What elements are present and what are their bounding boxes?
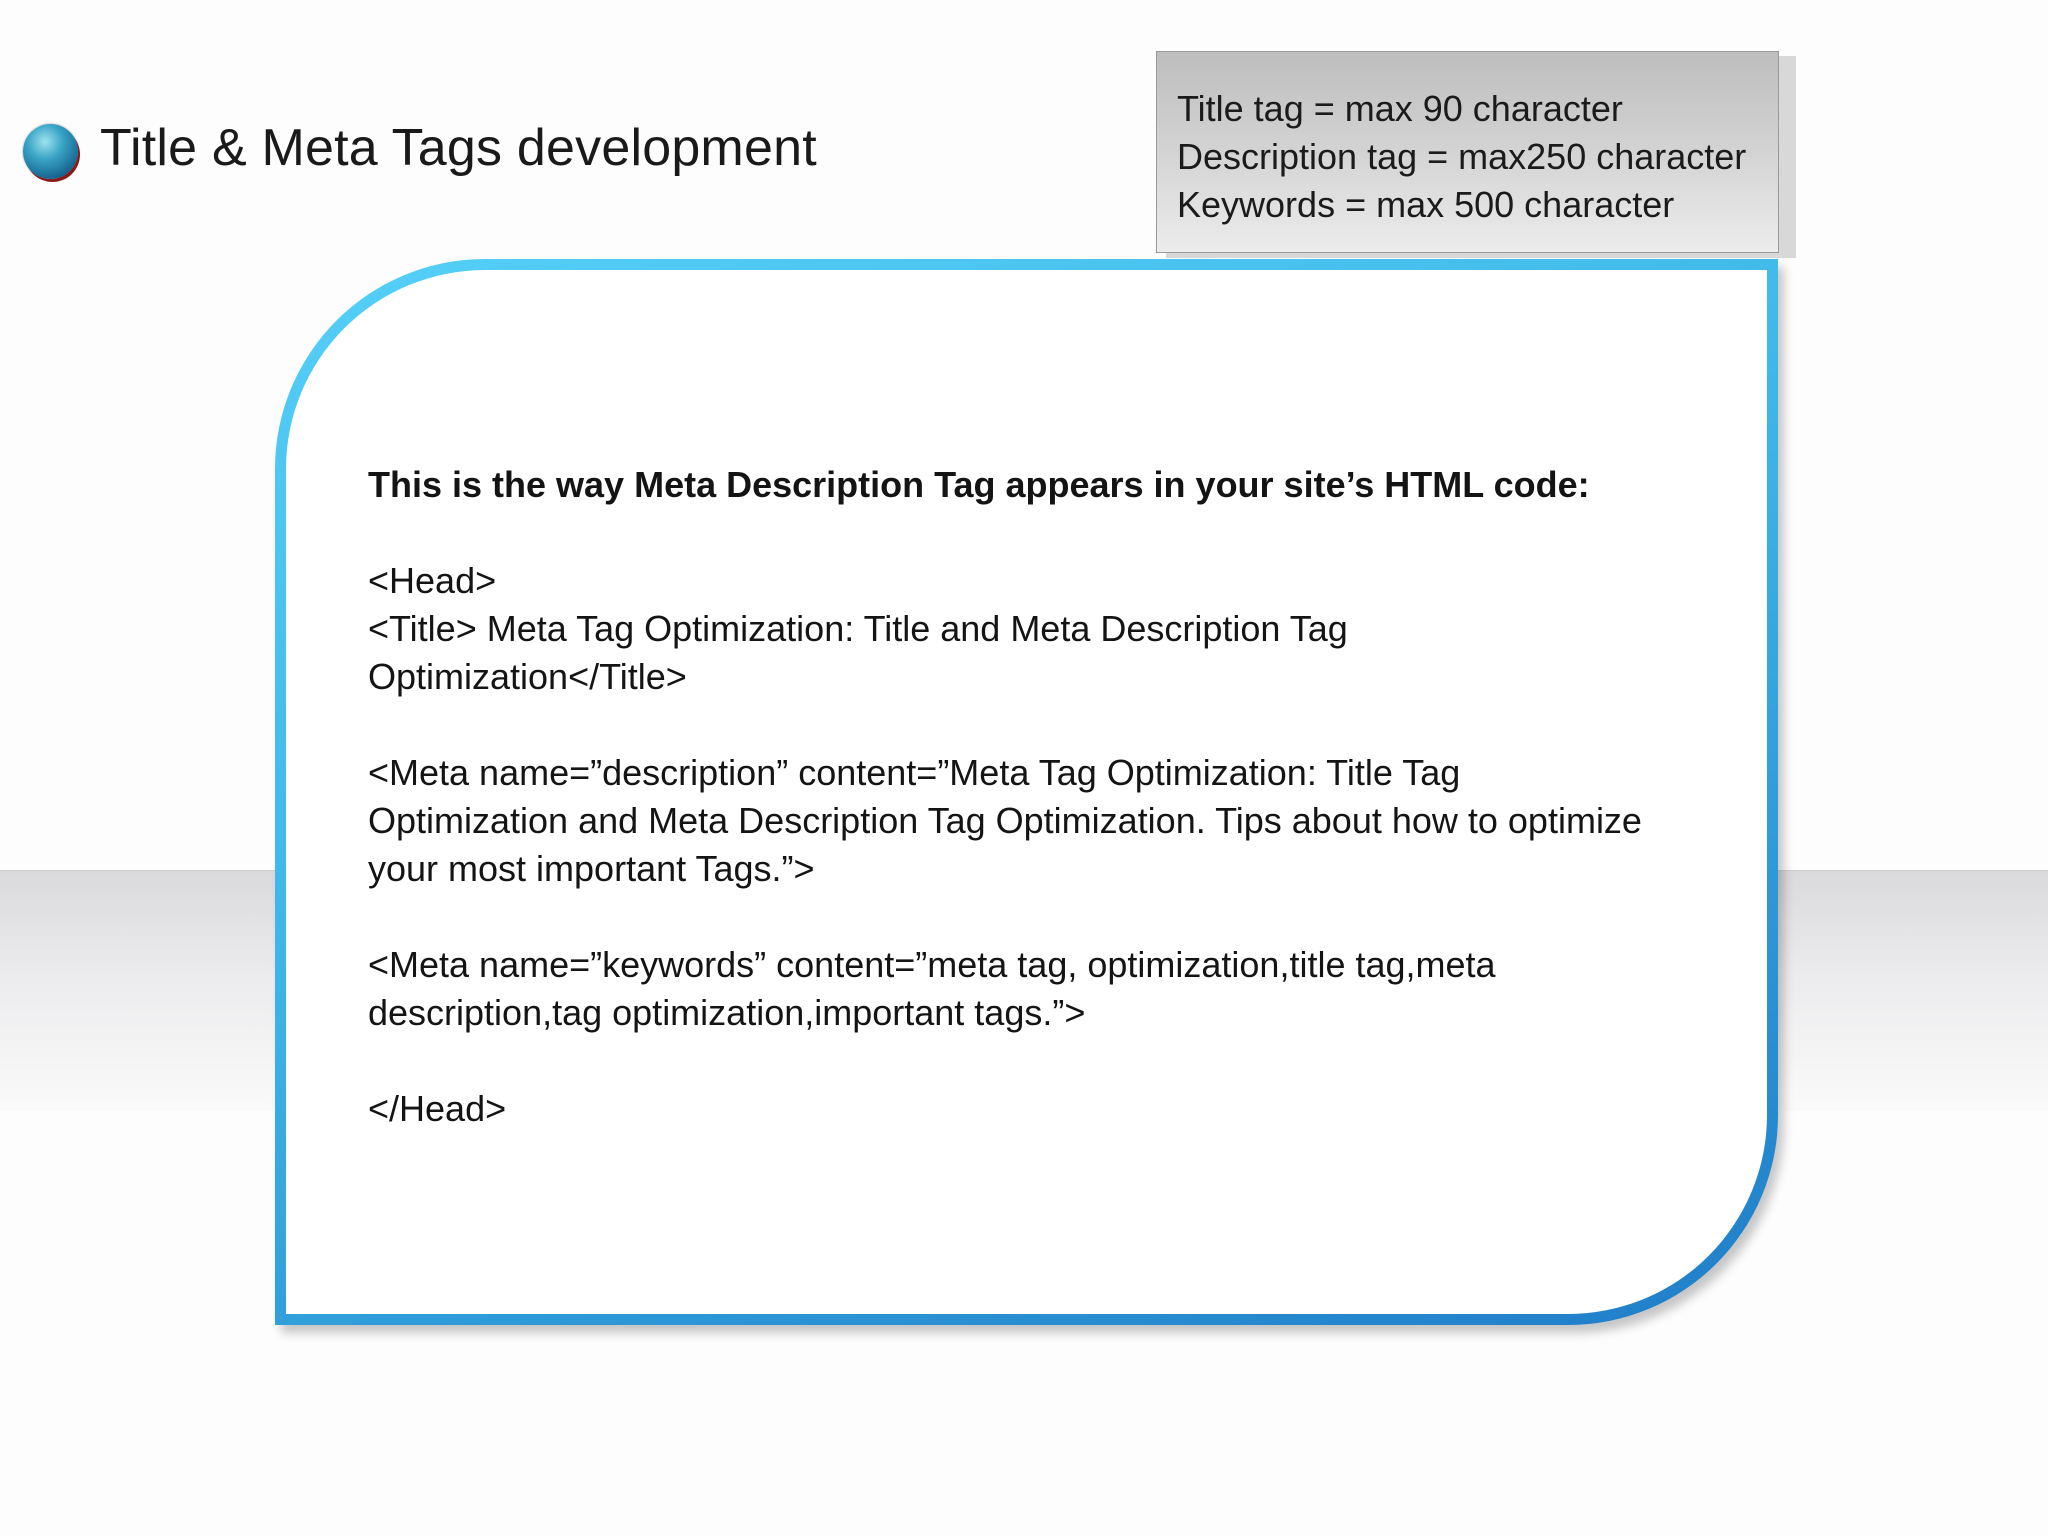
description-meta-line-1: <Meta name=”description” content=”Meta Tag Optimization: Title Tag <box>368 752 1461 793</box>
spacer <box>368 893 1708 941</box>
keywords-meta-line-2: description,tag optimization,important tags.”> <box>368 992 1086 1033</box>
title-tag-line-2: Optimization</Title> <box>368 656 687 697</box>
spacer <box>368 509 1708 557</box>
head-open-line: <Head> <box>368 560 497 601</box>
keywords-meta-line-1: <Meta name=”keywords” content=”meta tag, optimization,title tag,meta <box>368 944 1496 985</box>
slide-title: Title & Meta Tags development <box>100 119 817 177</box>
limit-keywords: Keywords = max 500 character <box>1177 184 1675 225</box>
card-content <box>368 461 1708 1133</box>
code-example-card <box>275 259 1778 1325</box>
description-meta-line-2: Optimization and Meta Description Tag Optimization. Tips about how to optimize <box>368 800 1642 841</box>
spacer <box>368 701 1708 749</box>
limit-description-tag: Description tag = max250 character <box>1177 136 1747 177</box>
spacer <box>368 1037 1708 1085</box>
head-close-line: </Head> <box>368 1088 507 1129</box>
sphere-bullet-icon <box>23 124 78 179</box>
description-meta-line-3: your most important Tags.”> <box>368 848 815 889</box>
limit-title-tag: Title tag = max 90 character <box>1177 88 1623 129</box>
title-tag-line-1: <Title> Meta Tag Optimization: Title and Meta Description Tag <box>368 608 1348 649</box>
tag-limits-box <box>1156 51 1779 253</box>
intro-text: This is the way Meta Description Tag appears in your site’s HTML code: <box>368 464 1590 505</box>
